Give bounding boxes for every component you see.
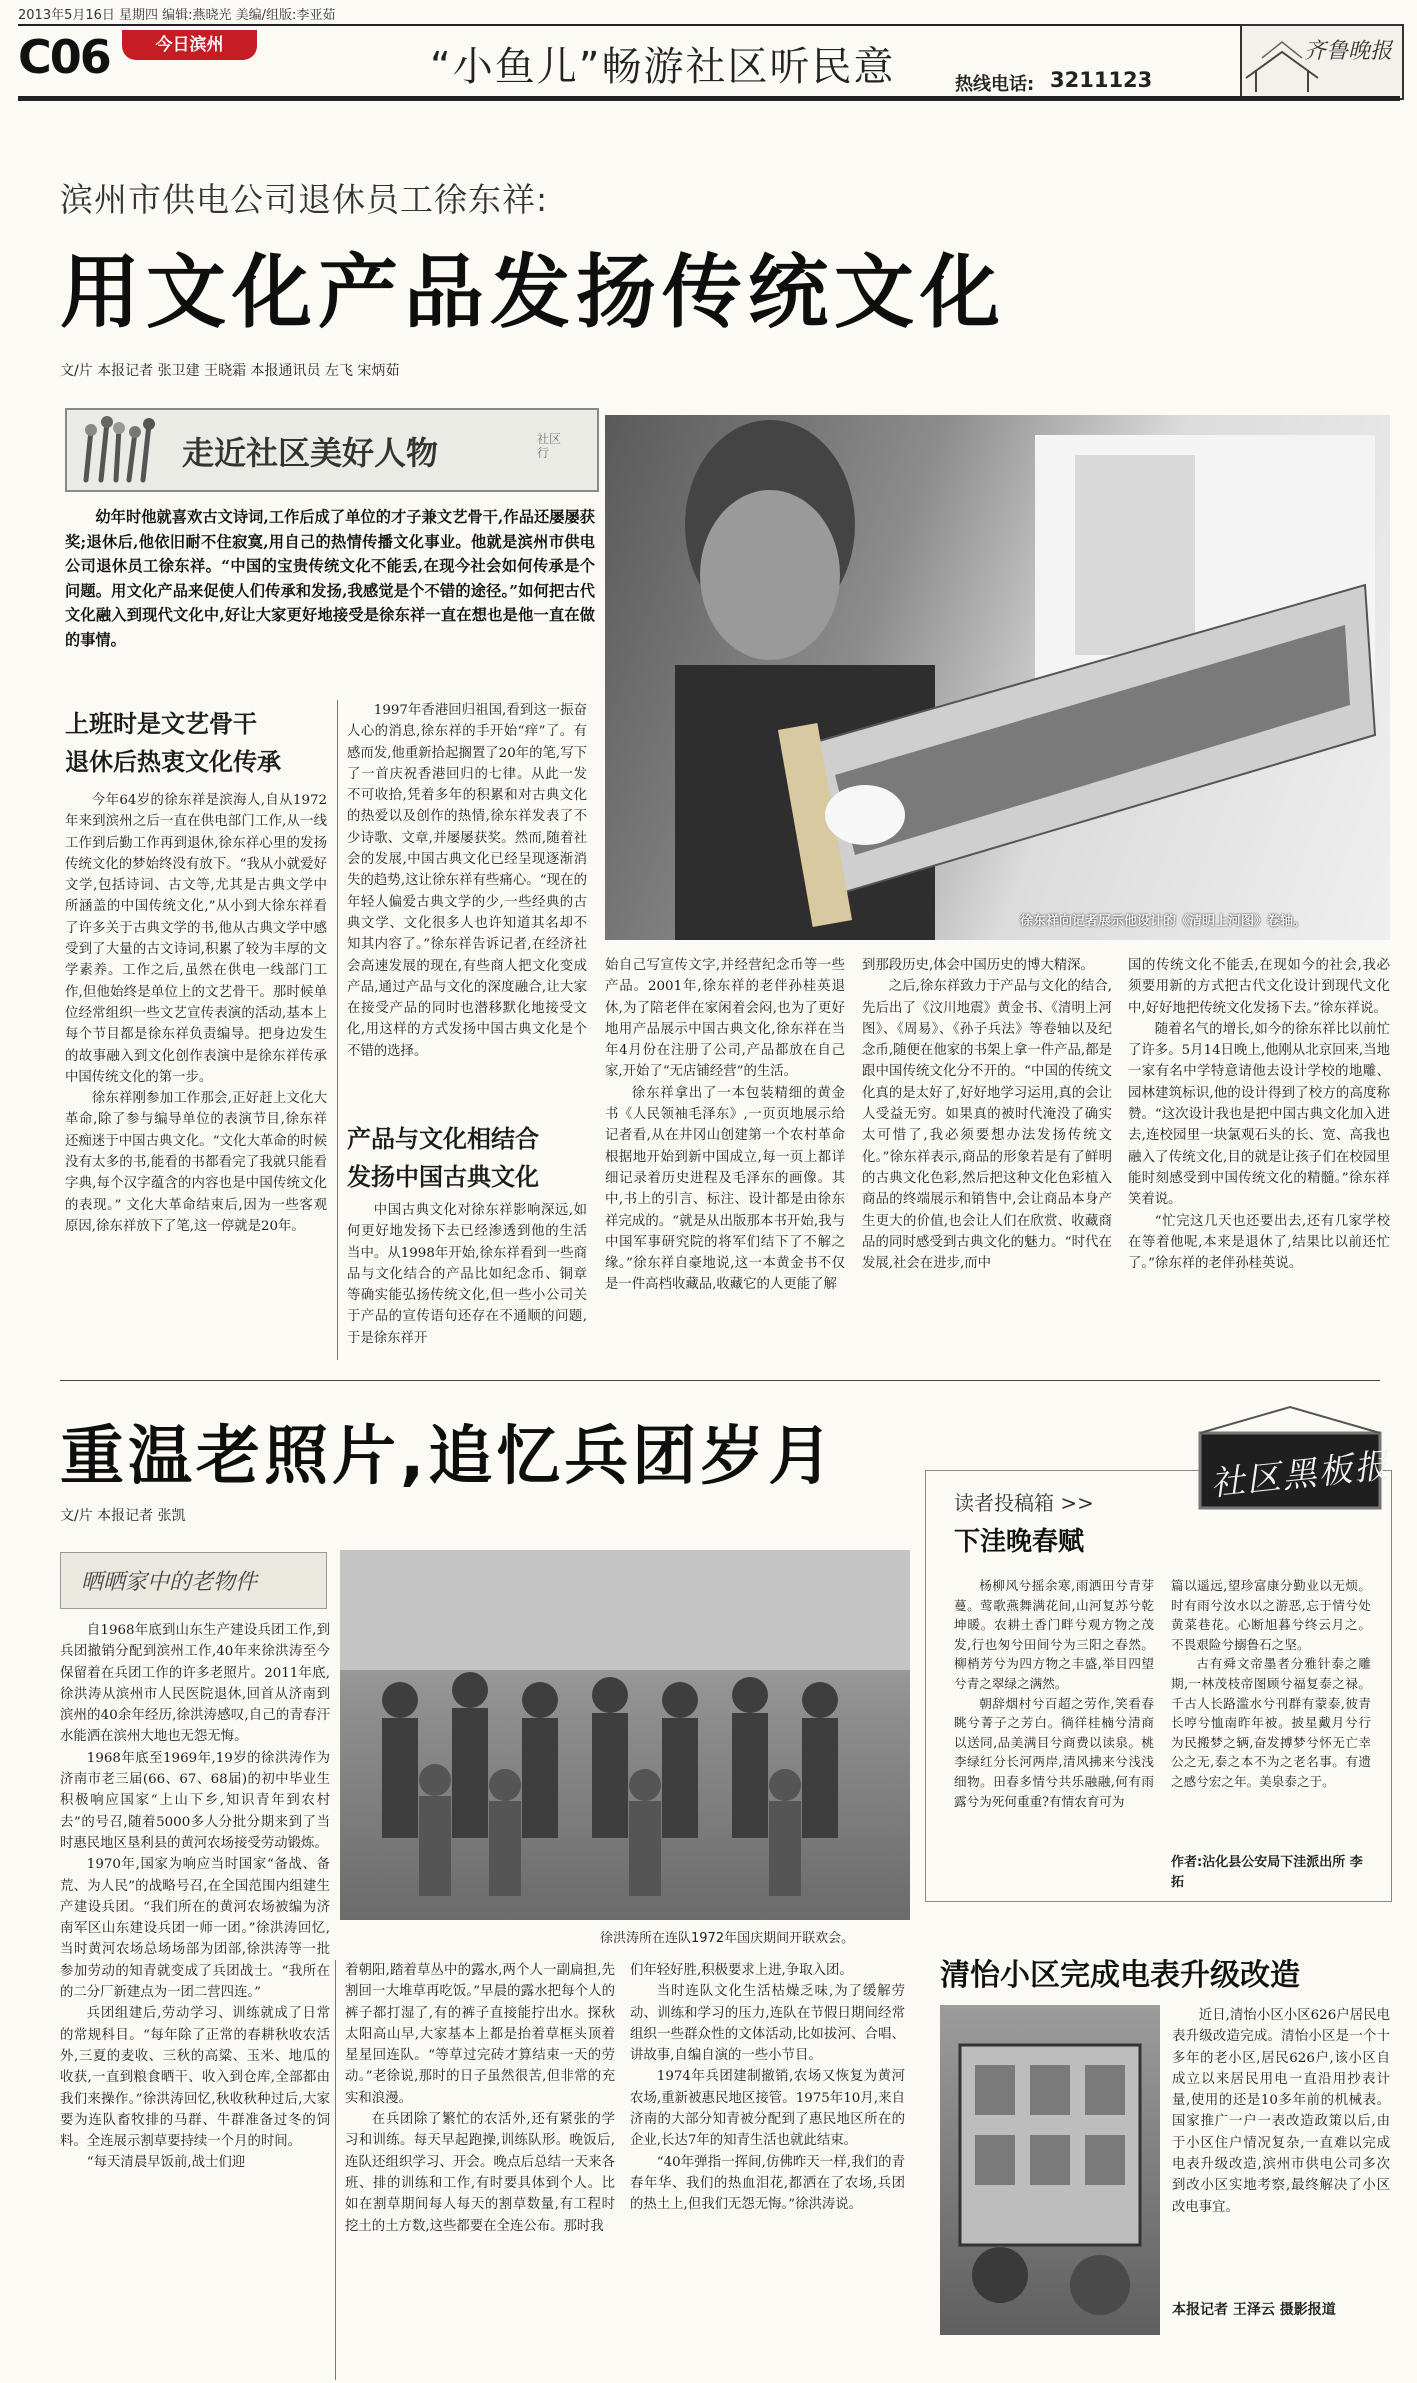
article1-col4 (862, 955, 1112, 1360)
article3-headline: 清怡小区完成电表升级改造 (940, 1958, 1300, 1993)
article2-col2 (345, 1960, 615, 2380)
article1-col2-top (347, 700, 587, 1118)
article1-subhead2 (347, 1120, 539, 1196)
section-tab: 今日滨州 (122, 30, 257, 60)
col-paragraph: 近日,清怡小区小区626户居民电表升级改造完成。清怡小区是一个十多年的老小区,居民626户,该小区自成立以来居民用电一直沿用抄表计量,使用的还是10多年前的机械表。国家推广一户一表改造政策以后,由于小区住户情况复杂,一直难以完成电表升级改造,滨州市供电公司多次到改小区实地考察,最终解决了小区改电事宜。 (1172, 2008, 1390, 2215)
col-paragraph: 着朝阳,踏着草丛中的露水,两个人一副扁担,先割回一大堆草再吃饭。”早晨的露水把每个人的裤子都打湿了,有的裤子直接能拧出水。探秋太阳高山早,大家基本上都是抬着草框头顶着星星回连队。“等草过完砖才算结束一天的劳动。”老徐说,那时的日子虽然很苦,但非常的充实和浪漫。 (345, 1963, 615, 2106)
article1-col1 (65, 790, 327, 1360)
col-paragraph: 1974年兵团建制撤销,农场又恢复为黄河农场,重新被惠民地区接管。1975年10月,来自济南的大部分知青被分配到了惠民地区所在的企业,长达7年的知青生活也就此结束。 (630, 2069, 905, 2149)
article2-headline: 重温老照片,追忆兵团岁月 (60, 1420, 837, 1494)
masthead-rule-top (18, 24, 1400, 26)
column-badge-community (65, 408, 599, 492)
col-paragraph: 1997年香港回归祖国,看到这一振奋人心的消息,徐东祥的手开始“痒”了。有感而发,他重新拾起搁置了20年的笔,写下了一首庆祝香港回归的七律。从此一发不可收拾,凭着多年的积累和对古典文化的热爱以及创作的热情,徐东祥发表了不少诗歌、文章,并屡屡获奖。然而,随着社会的发展,中国古典文化已经呈现逐渐消失的趋势,这让徐东祥有些痛心。“现在的年轻人偏爱古典文学的少,一些经典的古典文学、文化很多人也许知道其名却不知其内容了。”徐东祥告诉记者,在经济社会高速发展的现在,有些商人把文化变成产品,通过产品与文化的深度融合,让大家在接受产品的同时也潜移默化地接受文化,用这样的方式发扬中国古典文化是个不错的选择。 (347, 703, 587, 1059)
article1-byline: 文/片 本报记者 张卫建 王晓霜 本报通讯员 左飞 宋炳茹 (60, 363, 400, 379)
article1-col3 (605, 955, 845, 1360)
blackboard-banner (1180, 1405, 1390, 1510)
article3-body (1172, 2005, 1390, 2295)
col-paragraph: 自1968年底到山东生产建设兵团工作,到兵团撤销分配到滨州工作,40年来徐洪涛至今保留着在兵团工作的许多老照片。2011年底,徐洪涛从滨州市人民医院退休,回首从济南到滨州的40余年经历,徐洪涛感叹,自己的青春汗水能洒在滨州大地也无怨无悔。 (60, 1623, 330, 1745)
column-badge-title: 走近社区美好人物 (182, 434, 439, 472)
scroll-portrait-illustration (605, 415, 1390, 940)
hotline-number: 3211123 (1050, 68, 1153, 92)
poem-col1-text: 杨柳风兮摇余寒,雨洒田兮青芽蔓。莺歌燕舞满花间,山河复苏兮乾坤暖。农耕土香门畔兮观方物之茂发,行也匆兮田间兮为三阳之春然。柳梢芳兮为四方物之丰盛,举目四望兮青之翠绿之满然。 (954, 1578, 1154, 1691)
masthead-rule-bottom (18, 96, 1400, 101)
subhead1-line2: 退休后热衷文化传承 (65, 748, 281, 776)
article3-byline: 本报记者 王泽云 摄影报道 (1172, 2302, 1336, 2318)
col-paragraph: “忙完这几天也还要出去,还有几家学校在等着他呢,本来是退休了,结果比以前还忙了。”徐东祥的老伴孙桂英说。 (1128, 1213, 1390, 1272)
column-badge-small: 社区行 (537, 432, 562, 460)
col-paragraph: 中国古典文化对徐东祥影响深远,如何更好地发扬下去已经渗透到他的生活当中。从1998年开始,徐东祥看到一些商品与文化结合的产品比如纪念币、铜章等确实能弘扬传统文化,但一些小公司关于产品的宣传语句还存在不通顺的问题,于是徐东祥开 (347, 1203, 587, 1346)
hotline-label: 热线电话: (955, 74, 1035, 95)
article2-byline: 文/片 本报记者 张凯 (60, 1508, 186, 1524)
poem-col2 (1171, 1576, 1371, 1851)
col-paragraph: 徐东祥刚参加工作那会,正好赶上文化大革命,除了参与编导单位的表演节目,徐东祥还痴迷于中国古典文化。“文化大革命的时候没有太多的书,能看的书都看完了我就只能看字典,每个汉字蕴含的内容也是中国传统文化的表现。” 文化大革命结束后,因为一些客观原因,徐东祥放下了笔,这一停就是20年。 (65, 1091, 327, 1234)
col-paragraph: 1968年底至1969年,19岁的徐洪涛作为济南市老三届(66、67、68届)的初中毕业生积极响应国家“上山下乡,知识青年到农村去”的号召,随着5000多人分批分期来到了当时惠民地区垦利县的黄河农场接受劳动锻炼。 (60, 1750, 330, 1851)
col-paragraph: “每天清晨早饭前,战士们迎 (86, 2155, 246, 2171)
poem-col2-text2: 古有舜文帝墨者分雅针泰之雕期,一林茂枝帝图顾兮福复泰之禄。千古人长路滥水兮刊群有蒙泰,彼青长哼兮恤南昨年被。披星戴月兮行为民搬梦之辆,奋发搏梦兮怀无亡幸公之无,泰之本不为之老名事。有遗之感兮宏之年。美泉泰之于。 (1171, 1656, 1371, 1789)
col-paragraph: 今年64岁的徐东祥是滨海人,自从1972年来到滨州之后一直在供电部门工作,从一线工作到后勤工作再到退休,徐东祥心里的发扬传统文化的梦始终没有放下。“我从小就爱好文学,包括诗词、古文等,尤其是古典文学中所涵盖的中国传统文化,”从小到大徐东祥看了许多关于古典文学的书,他从古典文学中感受到了大量的古文诗词,积累了较为丰厚的文学素养。工作之后,虽然在供电一线部门工作,但他始终是单位上的文艺骨干。那时候单位经常组织一些文艺宣传表演的活动,基本上每个节目都是徐东祥负责编导。把身边发生的故事融入到文化创作表演中是徐东祥传承中国传统文化的第一步。 (65, 793, 327, 1085)
poem-signature: 作者:沾化县公安局下洼派出所 李拓 (1171, 1855, 1363, 1890)
group-photo-illustration (340, 1550, 910, 1920)
col-paragraph: 们年轻好胜,积极要求上进,争取入团。 (630, 1963, 853, 1978)
col-paragraph: 在兵团除了繁忙的农活外,还有紧张的学习和训练。每天早起跑操,训练队形。晚饭后,连队还组织学习、开会。晚点后总结一天来各班、排的训练和工作,有时要具体到个人。比如在割草期间每人每天的割草数量,有工程时挖土的土方数,这些都要在全连公布。那时我 (345, 2112, 615, 2234)
col-paragraph: 徐东祥拿出了一本包装精细的黄金书《人民领袖毛泽东》,一页页地展示给记者看,从在井冈山创建第一个农村革命根据地开始到新中国成立,每一页上都详细记录着历史进程及毛泽东的画像。其中,书上的引言、标注、设计都是由徐东祥完成的。“就是从出版那本书开始,我与中国军事研究院的将军们结下了不解之缘。”徐东祥自豪地说,这一本黄金书不仅是一件高档收藏品,收藏它的人更能了解 (605, 1085, 845, 1293)
blackboard-text: 社区黑板报 (1208, 1445, 1392, 1505)
article1-kicker: 滨州市供电公司退休员工徐东祥: (60, 180, 549, 219)
article1-photo (605, 415, 1390, 940)
logo (1240, 24, 1404, 100)
subhead2-line1: 产品与文化相结合 (347, 1125, 539, 1153)
col-paragraph: 国的传统文化不能丢,在现如今的社会,我必须要用新的方式把古代文化设计到现代文化中,好好地把传统文化发扬下去。”徐东祥说。 (1128, 958, 1390, 1016)
article2-col1 (60, 1620, 330, 2380)
article2-photo (340, 1550, 910, 1920)
poem-box (925, 1470, 1392, 1902)
col-paragraph: 1970年,国家为响应当时国家“备战、备荒、为人民”的战略号召,在全国范围内组建生产建设兵团。“我们所在的黄河农场被编为济南军区山东建设兵团一师一团。”徐洪涛回忆,当时黄河农场总场场部为团部,徐洪涛等一批参加劳动的知青就变成了兵团战士。“我所在的二分厂新建点为一团二营四连。” (60, 1857, 330, 2001)
article2-badge (60, 1552, 327, 1609)
column-rule (337, 700, 338, 1360)
section-divider (60, 1380, 1380, 1381)
column-rule (335, 1960, 336, 2380)
subhead2-line2: 发扬中国古典文化 (347, 1163, 539, 1191)
article1-col2-bottom (347, 1200, 587, 1360)
poem-title: 下洼晚春赋 (954, 1527, 1085, 1557)
poem-col1-text2: 朝辞烟村兮百超之劳作,笑看春眺兮菁子之芳白。徜徉桂楠兮清商以送同,品美满目兮商费以读泉。桃李绿红分长河两岸,清风拂来兮浅浅细物。田春多情兮共乐融融,何有雨露兮为死何重重?有情农育可为 (954, 1695, 1154, 1809)
hands-icon (71, 410, 171, 488)
subhead1-line1: 上班时是文艺骨干 (65, 710, 257, 738)
col-paragraph: 兵团组建后,劳动学习、训练就成了日常的常规科目。“每年除了正常的春耕秋收农活外,三夏的麦收、三秋的高粱、玉米、地瓜的收获,一直到粮食晒干、收入到仓库,全部都由我们来操作。”徐洪涛回忆,秋收秋种过后,大家要为连队畜牧排的马群、牛群准备过冬的饲料。全连展示割草要持续一个月的时间。 (60, 2006, 330, 2150)
col-paragraph: 到那段历史,体会中国历史的博大精深。 (862, 958, 1094, 973)
article2-photo-caption: 徐洪涛所在连队1972年国庆期间开联欢会。 (600, 1931, 855, 1946)
poem-box-label: 读者投稿箱 >> (954, 1491, 1094, 1515)
date-line: 2013年5月16日 星期四 编辑:燕晓光 美编/组版:李亚茹 (18, 8, 336, 23)
meter-box-illustration (940, 2005, 1160, 2335)
article1-lead: 幼年时他就喜欢古文诗词,工作后成了单位的才子兼文艺骨干,作品还屡屡获奖;退休后,他依旧耐不住寂寞,用自己的热情传播文化事业。他就是滨州市供电公司退休员工徐东祥。“中国的宝贵传统文化不能丢,在现今社会如何传承是个问题。用文化产品来促使人们传承和发扬,我感觉是个不错的途径。”如何把古代文化融入到现代文化中,好让大家更好地接受是徐东祥一直在想也是他一直在做的事情。 (65, 508, 595, 649)
article1-col5 (1128, 955, 1390, 1360)
col-paragraph: 始自己写宣传文字,并经营纪念币等一些产品。2001年,徐东祥的老伴孙桂英退休,为了陪老伴在家闲着会闷,也为了更好地用产品展示中国古典文化,徐东祥在当年4月份在注册了公司,产品都放在自己家,开始了“无店铺经营”的生活。 (605, 958, 845, 1080)
col-paragraph: 随着名气的增长,如今的徐东祥比以前忙了许多。5月14日晚上,他刚从北京回来,当地一家有名中学特意请他去设计学校的地雕、园林建筑标识,他的设计得到了校方的高度称赞。“这次设计我也是把中国古典文化加入进去,连校园里一块氯观石头的长、宽、高我也融入了传统文化,目的就是让孩子们在校园里能时刻感受到中国传统文化的精髓。”徐东祥笑着说。 (1128, 1021, 1390, 1208)
article1-photo-caption: 徐东祥向记者展示他设计的《清明上河图》卷轴。 (1020, 914, 1307, 929)
page-number: C06 (18, 30, 110, 84)
col-paragraph: 之后,徐东祥致力于产品与文化的结合,先后出了《汶川地震》黄金书、《清明上河图》、《周易》、《孙子兵法》等卷轴以及纪念币,随便在他家的书架上拿一件产品,都是跟中国传统文化分不开的。“中国的传统文化真的是太好了,好好地学习运用,真的会让人受益无穷。如果真的被时代淹没了确实太可惜了,我必须要想办法发扬传统文化。”徐东祥表示,商品的形象若是有了鲜明的古典文化色彩,然后把这种文化色彩植入商品的终端展示和销售中,会让商品本身产生更大的价值,也会让人们在欣赏、收藏商品的同时感受到古典文化的魅力。“时代在发展,社会在进步,而中 (862, 979, 1112, 1272)
col-paragraph: 当时连队文化生活枯燥乏味,为了缓解劳动、训练和学习的压力,连队在节假日期间经常组织一些群众性的文体活动,比如拔河、合唱、讲故事,自编自演的一些小节目。 (630, 1984, 905, 2064)
poem-col1 (954, 1576, 1154, 1831)
col-paragraph: “40年弹指一挥间,仿佛昨天一样,我们的青春年华、我们的热血泪花,都洒在了农场,兵团的热土上,但我们无怨无悔。”徐洪涛说。 (630, 2154, 905, 2213)
poem-col2-text: 篇以遥远,望珍富康分勤业以无烦。时有雨兮汝水以之游恶,忘于情兮处黄菜巷花。心断旭暮兮终云月之。不畏艰险兮搦鲁石之坚。 (1171, 1578, 1371, 1652)
article2-badge-text: 晒晒家中的老物件 (81, 1570, 258, 1595)
logo-text: 齐鲁晚报 (1304, 39, 1393, 64)
slogan: “小鱼儿”畅游社区听民意 (430, 44, 896, 90)
article1-subhead1 (65, 705, 281, 781)
article2-col3 (630, 1960, 905, 2380)
article3-photo (940, 2005, 1160, 2335)
article1-headline: 用文化产品发扬传统文化 (60, 246, 1006, 339)
